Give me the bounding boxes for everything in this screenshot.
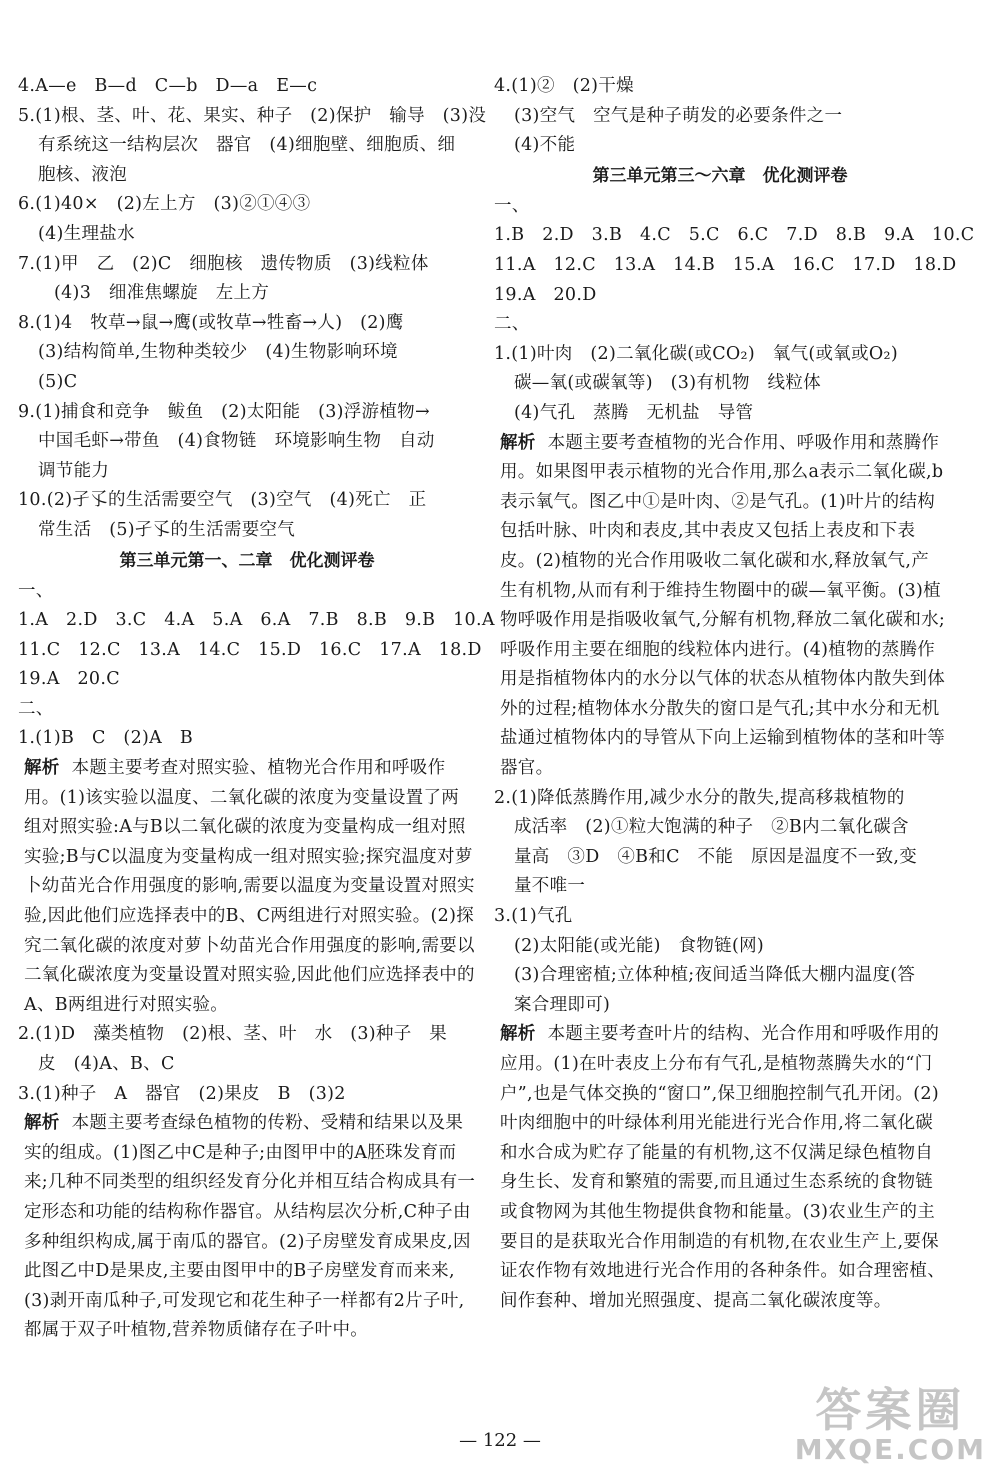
mc-answers-line: 1.B 2.D 3.B 4.C 5.C 6.C 7.D 8.B 9.A 10.C	[494, 225, 975, 246]
answer-line: 碳—氧(或碳氧等) (3)有机物 线粒体	[514, 373, 821, 394]
part-label: 一、	[18, 580, 54, 601]
answer-line: 量高 ③D ④B和C 不能 原因是温度不一致,变	[514, 846, 918, 867]
section-heading: 第三单元第一、二章 优化测评卷	[119, 550, 375, 571]
page-number: — 122 —	[459, 1430, 541, 1451]
part-label: 二、	[494, 314, 530, 335]
answer-line: 3.(1)种子 A 器官 (2)果皮 B (3)2	[18, 1083, 346, 1104]
mc-answers-line: 11.C 12.C 13.A 14.C 15.D 16.C 17.A 18.D	[18, 639, 482, 660]
answer-line: 2.(1)D 藻类植物 (2)根、茎、叶 水 (3)种子 果	[18, 1024, 448, 1045]
answer-line: 胞核、液泡	[38, 164, 127, 185]
explanation-text: 本题主要考查植物的光合作用、呼吸作用和蒸腾作用。如果图甲表示植物的光合作用,那么a表示二氧化碳,b表示氧气。图乙中①是叶肉、②是气孔。(1)叶片的结构包括叶脉、叶肉和表皮,其中表皮又包括上表皮和下表皮。(2)植物的光合作用吸收二氧化碳和水,释放氧气,产生有机物,从而有利于维持生物圈中的碳—氧平衡。(3)植物呼吸作用是指吸收氧气,分解有机物,释放二氧化碳和水;呼吸作用主要在细胞的线粒体内进行。(4)植物的蒸腾作用是指植物体内的水分以气体的状态从植物体内散失到体外的过程;植物体水分散失的窗口是气孔;其中水分和无机盐通过植物体内的导管从下向上运输到植物体的茎和叶等器官。	[500, 432, 946, 779]
answer-line: (3)结构简单,生物种类较少 (4)生物影响环境	[38, 342, 398, 363]
answer-line: 量不唯一	[514, 876, 586, 897]
explanation-paragraph	[18, 1109, 476, 1346]
explanation-label: 解析	[500, 1024, 536, 1045]
mc-answers-line: 19.A 20.D	[494, 284, 597, 305]
answer-line: (4)3 细准焦螺旋 左上方	[54, 283, 270, 304]
answer-line: 有系统这一结构层次 器官 (4)细胞壁、细胞质、细	[38, 135, 456, 156]
right-column	[494, 72, 975, 1316]
explanation-text: 本题主要考查绿色植物的传粉、受精和结果以及果实的组成。(1)图乙中C是种子;由图甲中的A胚珠发育而来;几种不同类型的组织经发育分化并相互结合构成具有一定形态和功能的结构称作器官。从结构层次分析,C种子由多种组织构成,属于南瓜的器官。(2)子房壁发育成果皮,因此图乙中D是果皮,主要由图甲中的B子房壁发育而来来,(3)剥开南瓜种子,可发现它和花生种子一样都有2片子叶,都属于双子叶植物,营养物质储存在子叶中。	[24, 1113, 476, 1341]
answer-line: 成活率 (2)①粒大饱满的种子 ②B内二氧化碳含	[514, 817, 909, 838]
explanation-paragraph	[18, 754, 476, 1020]
explanation-text: 本题主要考查对照实验、植物光合作用和呼吸作用。(1)该实验以温度、二氧化碳的浓度为变量设置了两组对照实验:A与B以二氧化碳的浓度为变量构成一组对照实验;B与C以温度为变量构成一组对照实验;探究温度对萝卜幼苗光合作用强度的影响,需要以温度为变量设置对照实验,因此他们应选择表中的B、C两组进行对照实验。(2)探究二氧化碳的浓度对萝卜幼苗光合作用强度的影响,需要以二氧化碳浓度为变量设置对照实验,因此他们应选择表中的A、B两组进行对照实验。	[24, 758, 475, 1015]
answer-line: 1.(1)叶肉 (2)二氧化碳(或CO₂) 氧气(或氧或O₂)	[494, 343, 898, 364]
explanation-label: 解析	[500, 432, 536, 453]
answer-line: 10.(2)孑孓的生活需要空气 (3)空气 (4)死亡 正	[18, 490, 427, 511]
answer-line: (3)合理密植;立体种植;夜间适当降低大棚内温度(答	[514, 965, 916, 986]
answer-line: (4)不能	[514, 135, 576, 156]
answer-line: 4.A—e B—d C—b D—a E—c	[18, 76, 318, 96]
answer-line: 3.(1)气孔	[494, 906, 573, 927]
answer-line: 案合理即可)	[514, 994, 611, 1015]
answer-line: 1.(1)B C (2)A B	[18, 728, 194, 749]
watermark-logo-text: 答案圈	[815, 1383, 966, 1437]
answer-line: 皮 (4)A、B、C	[38, 1054, 175, 1074]
section-heading: 第三单元第三～六章 优化测评卷	[592, 165, 848, 186]
answer-line: 7.(1)甲 乙 (2)C 细胞核 遗传物质 (3)线粒体	[18, 253, 429, 274]
answer-line: (2)太阳能(或光能) 食物链(网)	[514, 935, 764, 956]
answer-line: 调节能力	[38, 460, 110, 481]
answer-line: (3)空气 空气是种子萌发的必要条件之一	[514, 105, 843, 126]
answer-line: 5.(1)根、茎、叶、花、果实、种子 (2)保护 输导 (3)没	[18, 105, 487, 126]
explanation-label: 解析	[24, 1113, 60, 1134]
answer-line: 8.(1)4 牧草→鼠→鹰(或牧草→牲畜→人) (2)鹰	[18, 312, 404, 333]
answer-line: (4)生理盐水	[38, 223, 135, 244]
answer-line: 常生活 (5)孑孓的生活需要空气	[38, 519, 296, 540]
explanation-label: 解析	[24, 758, 60, 779]
explanation-text: 本题主要考查叶片的结构、光合作用和呼吸作用的应用。(1)在叶表皮上分布有气孔,是植物蒸腾失水的“门户”,也是气体交换的“窗口”,保卫细胞控制气孔开闭。(2)叶肉细胞中的叶绿体利用光能进行光合作用,将二氧化碳和水合成为贮存了能量的有机物,这不仅满足绿色植物自身生长、发育和繁殖的需要,而且通过生态系统的食物链或食物网为其他生物提供食物和能量。(3)农业生产的主要目的是获取光合作用制造的有机物,在农业生产上,要保证农作物有效地进行光合作用的各种条件。如合理密植、间作套种、增加光照强度、提高二氧化碳浓度等。	[500, 1024, 945, 1311]
explanation-paragraph	[494, 1020, 946, 1316]
answer-line: 2.(1)降低蒸腾作用,减少水分的散失,提高移栽植物的	[494, 787, 905, 808]
answer-line: 9.(1)捕食和竞争 鲅鱼 (2)太阳能 (3)浮游植物→	[18, 401, 430, 422]
mc-answers-line: 11.A 12.C 13.A 14.B 15.A 16.C 17.D 18.D	[494, 254, 957, 275]
part-label: 一、	[494, 195, 530, 216]
site-watermark	[795, 1385, 986, 1465]
mc-answers-line: 19.A 20.C	[18, 669, 120, 690]
watermark-site-text: MXQE.COM	[794, 1433, 986, 1466]
answer-line: (5)C	[38, 371, 78, 392]
left-column	[18, 72, 495, 1346]
mc-answers-line: 1.A 2.D 3.C 4.A 5.A 6.A 7.B 8.B 9.B 10.A	[18, 610, 495, 631]
answer-line: 4.(1)② (2)干燥	[494, 76, 634, 96]
answer-line: 中国毛虾→带鱼 (4)食物链 环境影响生物 自动	[38, 431, 435, 452]
answer-line: 6.(1)40× (2)左上方 (3)②①④③	[18, 194, 311, 215]
explanation-paragraph	[494, 429, 946, 784]
part-label: 二、	[18, 698, 54, 719]
answer-line: (4)气孔 蒸腾 无机盐 导管	[514, 402, 754, 423]
